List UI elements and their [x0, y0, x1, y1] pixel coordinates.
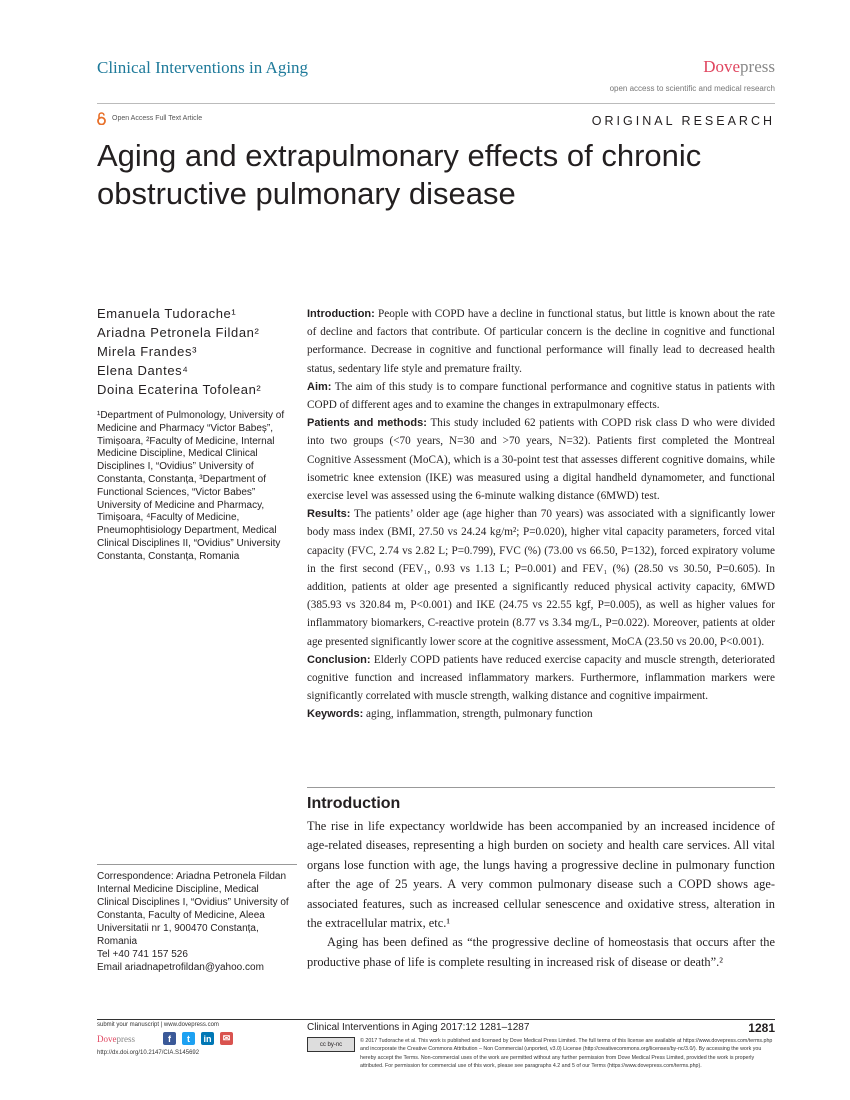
abstract-conclusion-label: Conclusion: — [307, 653, 371, 666]
correspondence-tel: Tel +40 741 157 526 — [97, 949, 188, 960]
footer-publisher-part2: press — [116, 1034, 135, 1044]
abstract-intro-label: Introduction: — [307, 308, 375, 320]
abstract-keywords-text: aging, inflammation, strength, pulmonary function — [366, 708, 593, 721]
introduction-heading: Introduction — [307, 795, 401, 812]
publisher-logo-part2: press — [740, 57, 775, 76]
abstract-methods-text: This study included 62 patients with COPD risk class D who were divided into two groups (<70 years, N=30 and >70 years, N=32). Patients first completed the Montreal Cognitive Assessment (MoCA), which is a 30-point test that assesses different cognitive domains, while isometric knee extension (IKE) was measured using a digital handheld dynamometer, and functional exercise level was assessed using the 6-minute walking distance (6MWD) test. — [307, 417, 775, 503]
submit-manuscript-link[interactable]: submit your manuscript | www.dovepress.com — [97, 1022, 219, 1028]
introduction-paragraph: Aging has been defined as “the progressive decline of homeostasis that occurs after the productive phase of life is complete resulting in increased risk of disease or death”.² — [307, 935, 775, 969]
abstract — [307, 305, 775, 724]
doi-link[interactable]: http://dx.doi.org/10.2147/CIA.S145692 — [97, 1050, 200, 1056]
affiliations: ¹Department of Pulmonology, University of Medicine and Pharmacy “Victor Babeș”, Timișoara, ²Faculty of Medicine, Internal Medicine Discipline, Medical Clinical Disciplines I, “Ovidius” University of Constanta, Constanța, ³Department of Functional Sciences, “Victor Babes” University of Medicine and Pharmacy, Timișoara, ⁴Faculty of Medicine, Pneumophtisiology Department, Medical Clinical Disciplines II, “Ovidius” University Constanta, Constanța, Romania — [97, 410, 285, 562]
introduction-body — [307, 817, 775, 972]
author: Emanuela Tudorache¹ — [97, 306, 237, 321]
open-access-label: Open Access Full Text Article — [112, 115, 203, 122]
author-list — [97, 304, 261, 399]
header-divider — [97, 103, 775, 104]
correspondence-block — [97, 870, 292, 974]
abstract-results-label: Results: — [307, 508, 351, 521]
journal-citation: Clinical Interventions in Aging 2017:12 1281–1287 — [307, 1022, 530, 1033]
footer-publisher-logo — [97, 1034, 135, 1044]
introduction-paragraph: The rise in life expectancy worldwide has been accompanied by an increased incidence of age-related diseases, representing a high burden on society and health care services. All vital organs lose function with age, the lungs having a progressive decline in pulmonary function after the age of 25 years. A very common pulmonary disease such a COPD shows age-associated features, such as increased cellular senescence and oxidative stress, alteration in the extracellular matrix, etc.¹ — [307, 819, 775, 931]
journal-name: Clinical Interventions in Aging — [97, 58, 309, 77]
correspondence-label: Correspondence: Ariadna Petronela Fildan — [97, 871, 287, 882]
email-icon[interactable]: ✉ — [220, 1032, 233, 1045]
abstract-conclusion-text: Elderly COPD patients have reduced exercise capacity and muscle strength, deteriorated cognitive function and increased inflammatory markers. Furthermore, inflammation markers were significantly correlated with muscle strength, walking distance and cognitive impairment. — [307, 653, 776, 703]
social-links — [163, 1032, 233, 1045]
abstract-methods-label: Patients and methods: — [307, 417, 427, 430]
linkedin-icon[interactable]: in — [201, 1032, 214, 1045]
article-type: ORIGINAL RESEARCH — [591, 114, 775, 128]
author: Doina Ecaterina Tofolean² — [97, 382, 262, 397]
author: Elena Dantes⁴ — [97, 363, 189, 378]
author: Ariadna Petronela Fildan² — [97, 325, 260, 340]
correspondence-address: Internal Medicine Discipline, Medical Clinical Disciplines I, “Ovidius” University of Constanta, Faculty of Medicine, Aleea Universitatii nr 1, 900470 Constanța, Romania — [97, 884, 289, 947]
abstract-aim-text: The aim of this study is to compare functional performance and cognitive status in patients with COPD of different ages and to examine the changes in extrapulmonary effects. — [307, 380, 775, 412]
abstract-intro-text: People with COPD have a decline in functional status, but little is known about the rate of decline and factors that contribute. Of particular concern is the decline in cognitive and functional performance. Decrease in cognitive and functional performance will finally lead to decreased health status, sedentary life style and premature frailty. — [307, 308, 775, 375]
abstract-keywords-label: Keywords: — [307, 708, 364, 721]
footer-publisher-part1: Dove — [97, 1034, 117, 1044]
introduction-divider — [307, 787, 775, 788]
license-text: © 2017 Tudorache et al. This work is published and licensed by Dove Medical Press Limited. The full terms of this license are available at https://www.dovepress.com/terms.php and incorporate the Creative Commons Attribution – Non Commercial (unported, v3.0) License (http://creativecommons.org/licenses/by-nc/3.0/). By accessing the work you hereby accept the Terms. Non-commercial uses of the work are permitted without any further permission from Dove Medical Press Limited, provided the work is properly attributed. For permission for commercial use of this work, please see paragraphs 4.2 and 5 of our Terms (https://www.dovepress.com/terms.php). — [360, 1038, 773, 1069]
correspondence-divider — [97, 864, 297, 865]
article-title: Aging and extrapulmonary effects of chronic obstructive pulmonary disease — [97, 138, 702, 211]
publisher-tagline: open access to scientific and medical research — [609, 84, 775, 93]
page-number: 1281 — [748, 1021, 775, 1035]
correspondence-email[interactable]: Email ariadnapetrofildan@yahoo.com — [97, 962, 264, 973]
abstract-aim-label: Aim: — [307, 380, 332, 393]
publisher-logo-part1: Dove — [703, 57, 741, 76]
cc-license-icon[interactable]: cc by-nc — [307, 1037, 355, 1052]
publisher-logo — [703, 57, 775, 77]
license-block — [307, 1037, 775, 1070]
open-access-badge — [97, 112, 202, 125]
footer-divider — [97, 1019, 775, 1020]
facebook-icon[interactable]: f — [163, 1032, 176, 1045]
open-access-lock-icon — [97, 112, 106, 125]
twitter-icon[interactable]: t — [182, 1032, 195, 1045]
author: Mirela Frandes³ — [97, 344, 198, 359]
abstract-results-text: The patients’ older age (age higher than 70 years) was associated with a significantly lower body mass index (BMI, 27.50 vs 24.24 kg/m²; P=0.020), higher vital capacity parameters, forced vital capacity (FVC, 2.74 vs 2.82 L; P=0.799), FVC (%) (73.00 vs 66.50, P=132), forced expiratory volume in the first second (FEV₁, 0.93 vs 1.13 L; P=0.001) and FEV₁ (%) (28.50 vs 30.50, P=0.605). In addition, patients at older age presented a significantly reduced physical activity capacity, 6MWD (385.93 vs 320.84 m, P<0.001) and IKE (24.75 vs 22.55 kgf, P=0.005), as well as higher values for inflammatory biomarkers, C-reactive protein (8.77 vs 3.34 mg/L, P=0.022). Moreover, patients at older age presented significantly lower score at the cognitive assessment, MoCA (23.50 vs 20.00, P<0.001). — [307, 508, 775, 648]
